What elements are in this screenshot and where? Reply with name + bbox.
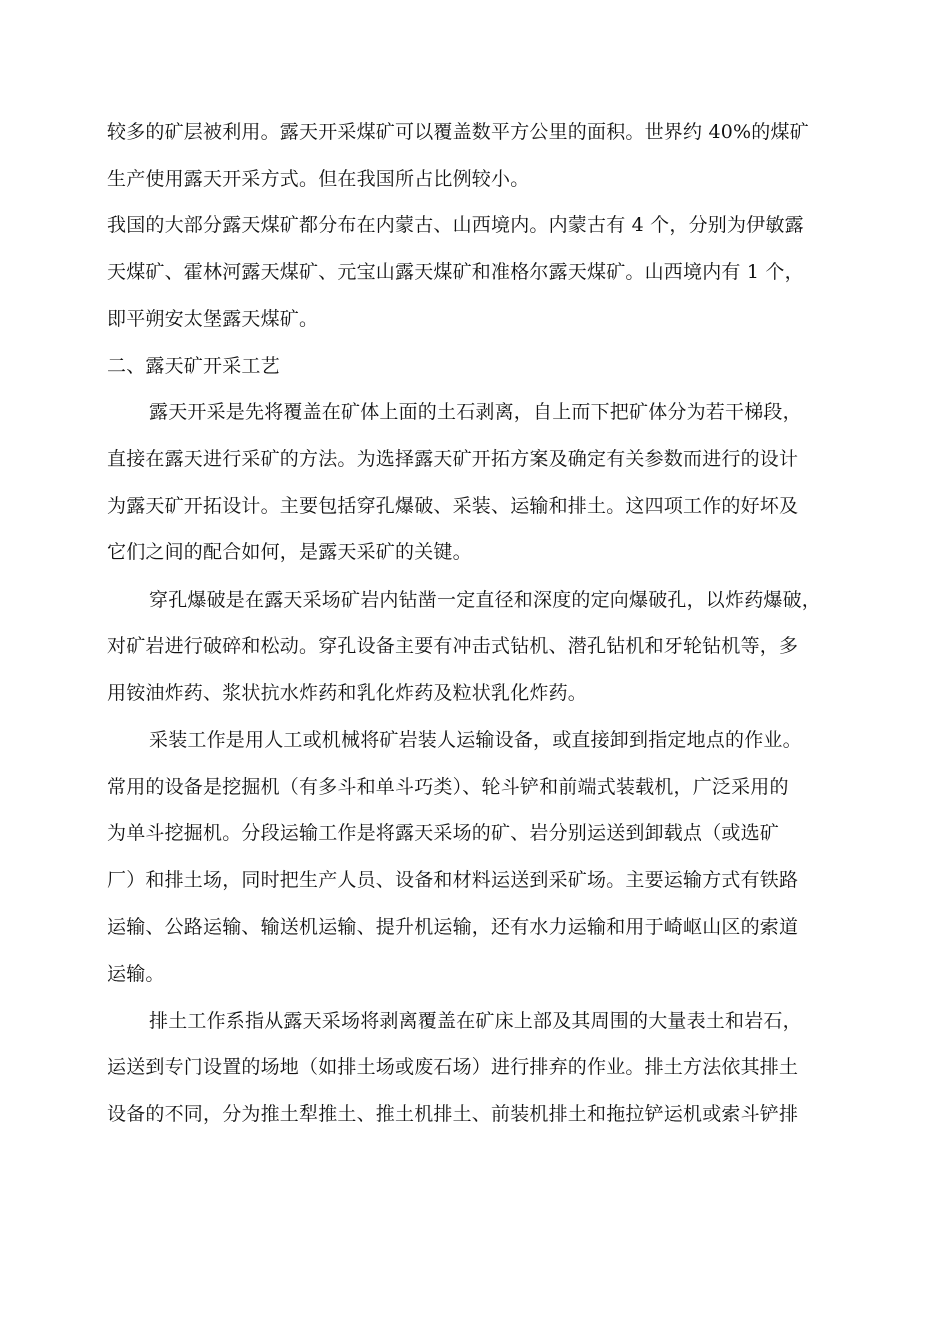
text-line: 较多的矿层被利用。露天开采煤矿可以覆盖数平方公里的面积。世界约 40%的煤矿 <box>107 121 809 143</box>
text-line: 露天开采是先将覆盖在矿体上面的土石剥离，自上而下把矿体分为若干梯段， <box>149 401 802 423</box>
text-line: 生产使用露天开采方式。但在我国所占比例较小。 <box>107 168 530 190</box>
text-line: 厂）和排土场，同时把生产人员、设备和材料运送到采矿场。主要运输方式有铁路 <box>107 869 799 891</box>
text-line: 对矿岩进行破碎和松动。穿孔设备主要有冲击式钻机、潜孔钻机和牙轮钻机等，多 <box>107 635 799 657</box>
text-line: 直接在露天进行采矿的方法。为选择露天矿开拓方案及确定有关参数而进行的设计 <box>107 448 799 470</box>
text-line: 用铵油炸药、浆状抗水炸药和乳化炸药及粒状乳化炸药。 <box>107 682 588 704</box>
text-line: 穿孔爆破是在露天采场矿岩内钻凿一定直径和深度的定向爆破孔，以炸药爆破， <box>149 589 822 611</box>
text-line: 运送到专门设置的场地（如排土场或废石场）进行排弃的作业。排土方法依其排土 <box>107 1056 799 1078</box>
text-line: 排土工作系指从露天采场将剥离覆盖在矿床上部及其周围的大量表土和岩石， <box>149 1010 802 1032</box>
text-line: 常用的设备是挖掘机（有多斗和单斗巧类）、轮斗铲和前端式装载机，广泛采用的 <box>107 776 789 798</box>
text-line: 为单斗挖掘机。分段运输工作是将露天采场的矿、岩分别运送到卸载点（或选矿 <box>107 822 780 844</box>
text-line: 我国的大部分露天煤矿都分布在内蒙古、山西境内。内蒙古有 4 个，分别为伊敏露 <box>107 214 804 236</box>
text-line: 天煤矿、霍林河露天煤矿、元宝山露天煤矿和准格尔露天煤矿。山西境内有 1 个， <box>107 261 804 283</box>
text-line: 即平朔安太堡露天煤矿。 <box>107 308 319 330</box>
text-line: 运输。 <box>107 963 165 985</box>
text-line: 它们之间的配合如何，是露天采矿的关键。 <box>107 541 472 563</box>
text-line: 设备的不同，分为推土犁推土、推土机排土、前装机排土和拖拉铲运机或索斗铲排 <box>107 1103 799 1125</box>
text-line: 为露天矿开拓设计。主要包括穿孔爆破、采装、运输和排土。这四项工作的好坏及 <box>107 495 799 517</box>
text-line: 运输、公路运输、输送机运输、提升机运输，还有水力运输和用于崎岖山区的索道 <box>107 916 799 938</box>
text-line: 采装工作是用人工或机械将矿岩装人运输设备，或直接卸到指定地点的作业。 <box>149 729 802 751</box>
section-heading: 二、露天矿开采工艺 <box>107 355 280 377</box>
